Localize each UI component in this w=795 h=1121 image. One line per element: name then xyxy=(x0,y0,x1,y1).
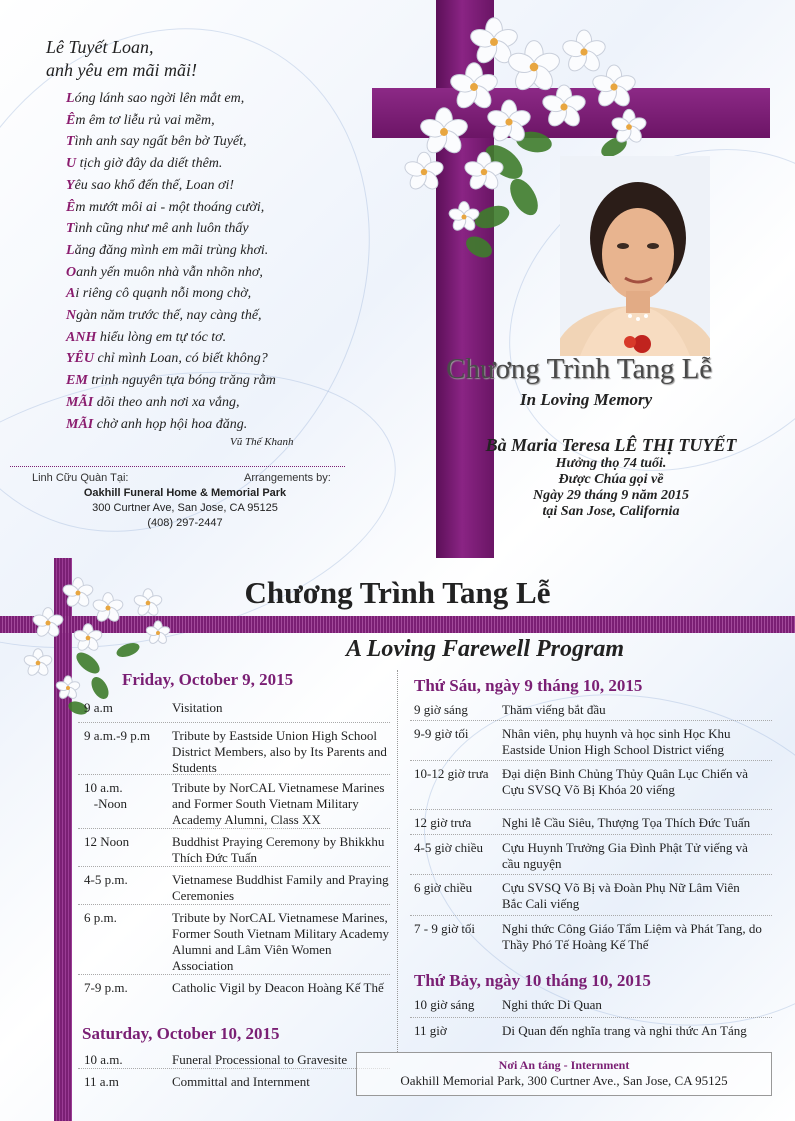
schedule-desc: Funeral Processional to Gravesite xyxy=(172,1052,348,1067)
acrostic-poem xyxy=(66,88,346,435)
schedule-time: 11 a.m xyxy=(84,1074,119,1089)
poem-text: êu sao khổ đến thế, Loan ơi! xyxy=(74,177,235,193)
schedule-desc: Nghi thức Di Quan xyxy=(502,997,602,1012)
poem-initial: EM xyxy=(66,373,88,389)
poem-initial: U xyxy=(66,156,77,172)
orchid-flower xyxy=(23,649,53,678)
poem-text: ình cũng như mê anh luôn thấy xyxy=(74,221,249,237)
poem-line xyxy=(66,153,346,175)
poem-line xyxy=(66,262,346,284)
schedule-time: 4-5 p.m. xyxy=(84,872,128,887)
row-divider xyxy=(78,974,390,975)
poem-text: ăng đăng mình em mãi trùng khơi. xyxy=(74,242,269,258)
schedule-desc: Thăm viếng bắt đầu xyxy=(502,702,606,717)
row-divider xyxy=(410,915,772,916)
cover-title: Chương Trình Tang Lễ xyxy=(446,353,713,385)
poem-text: ình anh say ngất bên bờ Tuyết, xyxy=(74,134,247,150)
dedication-name: Lê Tuyết Loan, xyxy=(46,37,154,57)
poem-initial: A xyxy=(66,286,76,302)
poem-initial: MÃI xyxy=(66,394,94,410)
orchid-flower xyxy=(541,85,588,129)
poem-text: m êm tơ liễu rủ vai mềm, xyxy=(75,112,215,128)
deceased-name: Bà Maria Teresa LÊ THỊ TUYẾT xyxy=(485,435,737,455)
poem-line xyxy=(66,197,346,219)
schedule-desc: Tribute by NorCAL Vietnamese Marines and Former South Vietnam Military Academy Alumni, Class XX xyxy=(172,780,385,827)
poem-text: óng lánh sao ngời lên mắt em, xyxy=(74,91,245,106)
poem-initial: MÃI xyxy=(66,416,94,432)
schedule-desc: Cựu Huynh Trưởng Gia Đình Phật Tử viếng và cầu nguyện xyxy=(502,840,748,871)
schedule-time: 9-9 giờ tối xyxy=(414,726,469,741)
orchid-flower xyxy=(73,624,103,653)
orchid-flower xyxy=(403,152,445,192)
schedule-time: 6 p.m. xyxy=(84,910,117,925)
row-divider xyxy=(78,722,390,723)
row-divider xyxy=(78,828,390,829)
deceased-called: Được Chúa gọi về xyxy=(558,472,664,487)
schedule-desc: Di Quan đến nghĩa trang và nghi thức An Táng xyxy=(502,1023,747,1038)
schedule-time: 9 a.m xyxy=(84,700,113,715)
orchid-flower xyxy=(561,30,608,74)
row-divider xyxy=(410,760,772,761)
orchid-flower xyxy=(591,65,638,109)
orchid-flower xyxy=(145,621,171,645)
orchid-flower xyxy=(55,676,81,700)
schedule-time: 6 giờ chiều xyxy=(414,880,473,895)
row-divider xyxy=(410,834,772,835)
poem-line xyxy=(66,110,346,132)
schedule-desc: Tribute by Eastside Union High School District Members, also by Its Parents and Students xyxy=(172,728,387,775)
deceased-place: tại San Jose, California xyxy=(542,504,680,519)
poem-initial: Ê xyxy=(66,199,76,215)
row-divider xyxy=(78,866,390,867)
schedule-desc: Nhân viên, phụ huynh và học sinh Học Khu Eastside Union High School District viếng xyxy=(502,726,731,757)
poem-line xyxy=(66,392,346,414)
schedule-time: 10 a.m. xyxy=(84,1052,123,1067)
row-divider xyxy=(410,720,772,721)
funeral-home xyxy=(40,486,330,531)
row-divider xyxy=(410,874,772,875)
dedication-line: anh yêu em mãi mãi! xyxy=(46,60,197,80)
poem-initial: Y xyxy=(66,177,75,193)
poem-line xyxy=(66,131,346,153)
poem-initial: L xyxy=(66,91,75,106)
funeral-home-address: 300 Curtner Ave, San Jose, CA 95125 xyxy=(92,502,278,514)
schedule-time: 10 giờ sáng xyxy=(414,997,475,1012)
poem-line xyxy=(66,218,346,240)
schedule-desc: Visitation xyxy=(172,700,223,715)
internment-title: Nơi An táng - Internment xyxy=(498,1058,630,1072)
schedule-time: 9 giờ sáng xyxy=(414,702,468,717)
internment-box xyxy=(356,1052,772,1096)
row-divider xyxy=(410,809,772,810)
schedule-desc: Nghi thức Công Giáo Tẩm Liệm và Phát Tang, do Thầy Phó Tế Hoàng Kế Thế xyxy=(502,921,762,952)
schedule-desc: Đại diện Binh Chủng Thủy Quân Lục Chiến và Cựu SVSQ Võ Bị Khóa 20 viếng xyxy=(502,766,749,797)
poem-line xyxy=(66,240,346,262)
funeral-home-phone: (408) 297-2447 xyxy=(147,517,223,529)
poem-initial: O xyxy=(66,264,77,280)
deceased-age: Hưởng thọ 74 tuổi. xyxy=(555,456,667,471)
poem-line xyxy=(66,414,346,436)
schedule-desc: Catholic Vigil by Deacon Hoàng Kế Thế xyxy=(172,980,384,995)
divider xyxy=(10,466,345,467)
orchid-flower xyxy=(448,202,481,233)
poem-initial: L xyxy=(66,242,75,258)
schedule-time: 10 a.m. -Noon xyxy=(84,780,127,811)
poem-initial: T xyxy=(66,221,75,237)
row-divider xyxy=(78,1068,390,1069)
poem-initial: YÊU xyxy=(66,351,94,367)
poem-text: hiểu lòng em tự tóc tơ. xyxy=(96,329,227,345)
poem-text: gàn năm trước thế, nay càng thế, xyxy=(76,308,262,324)
schedule-time: 12 Noon xyxy=(84,834,130,849)
funeral-home-name: Oakhill Funeral Home & Memorial Park xyxy=(83,487,287,499)
poem-line xyxy=(66,305,346,327)
orchid-flower xyxy=(418,108,469,157)
orchid-flower xyxy=(32,608,65,639)
poem-author: Vũ Thế Khanh xyxy=(230,436,294,448)
schedule-time: 12 giờ trưa xyxy=(414,815,472,830)
orchid-flower xyxy=(506,41,562,94)
schedule-time: 4-5 giờ chiều xyxy=(414,840,483,855)
program-subtitle: A Loving Farewell Program xyxy=(345,636,624,662)
poem-line xyxy=(66,283,346,305)
schedule-desc: Vietnamese Buddhist Family and Praying Ceremonies xyxy=(172,872,389,903)
poem-line xyxy=(66,175,346,197)
schedule-time: 7 - 9 giờ tối xyxy=(414,921,476,936)
schedule-desc: Cựu SVSQ Võ Bị và Đoàn Phụ Nữ Lâm Viên Bắc Cali viếng xyxy=(502,880,740,911)
poem-line xyxy=(66,88,346,110)
schedule-time: 9 a.m.-9 p.m xyxy=(84,728,151,743)
poem-text: chờ anh họp hội hoa đăng. xyxy=(93,416,248,432)
schedule-desc: Buddhist Praying Ceremony by Bhikkhu Thích Đức Tuấn xyxy=(172,834,385,865)
row-divider xyxy=(410,1017,772,1018)
friday-heading-en: Friday, October 9, 2015 xyxy=(122,670,294,689)
poem-text: tịch giờ đây da diết thêm. xyxy=(76,156,223,172)
funeral-home-label: Linh Cữu Quàn Tại: xyxy=(32,472,129,484)
poem-initial: T xyxy=(66,134,75,150)
cover-subtitle: In Loving Memory xyxy=(520,390,653,409)
poem-text: dõi theo anh nơi xa vắng, xyxy=(93,394,240,410)
poem-text: m mướt môi ai - một thoáng cười, xyxy=(75,199,265,215)
poem-text: trinh nguyên tựa bóng trăng rằm xyxy=(87,373,276,389)
schedule-desc: Committal and Internment xyxy=(172,1074,310,1089)
friday-heading-vi: Thứ Sáu, ngày 9 tháng 10, 2015 xyxy=(414,676,643,695)
deceased-date: Ngày 29 tháng 9 năm 2015 xyxy=(533,488,689,503)
schedule-desc: Tribute by NorCAL Vietnamese Marines, Former South Vietnam Military Academy Alumni and Lâm Viên Women Association xyxy=(172,910,390,973)
saturday-heading-vi: Thứ Bảy, ngày 10 tháng 10, 2015 xyxy=(414,971,651,990)
row-divider xyxy=(78,774,390,775)
internment-address: Oakhill Memorial Park, 300 Curtner Ave., San Jose, CA 95125 xyxy=(400,1073,728,1088)
arrangements-label: Arrangements by: xyxy=(244,472,331,484)
orchid-flower xyxy=(448,63,499,112)
dedication xyxy=(46,36,197,82)
schedule-time: 11 giờ xyxy=(414,1023,447,1038)
schedule-time: 10-12 giờ trưa xyxy=(414,766,489,781)
poem-text: i riêng cô quạnh nỗi mong chờ, xyxy=(75,286,252,302)
column-divider xyxy=(397,670,398,1052)
poem-text: chỉ mình Loan, có biết không? xyxy=(94,351,268,367)
poem-initial: N xyxy=(66,308,77,324)
poem-line xyxy=(66,348,346,370)
poem-line xyxy=(66,370,346,392)
poem-text: anh yến muôn nhà vẫn nhõn nhơ, xyxy=(76,264,263,280)
schedule-desc: Nghi lễ Cầu Siêu, Thượng Tọa Thích Đức Tuấn xyxy=(502,815,751,830)
deceased-info xyxy=(446,434,776,520)
program-title: Chương Trình Tang Lễ xyxy=(244,575,551,610)
poem-initial: ANH xyxy=(66,329,97,345)
poem-line xyxy=(66,327,346,349)
row-divider xyxy=(78,904,390,905)
poem-initial: Ê xyxy=(66,112,76,128)
schedule-time: 7-9 p.m. xyxy=(84,980,128,995)
saturday-heading-en: Saturday, October 10, 2015 xyxy=(82,1024,280,1043)
portrait-photo xyxy=(560,156,710,356)
